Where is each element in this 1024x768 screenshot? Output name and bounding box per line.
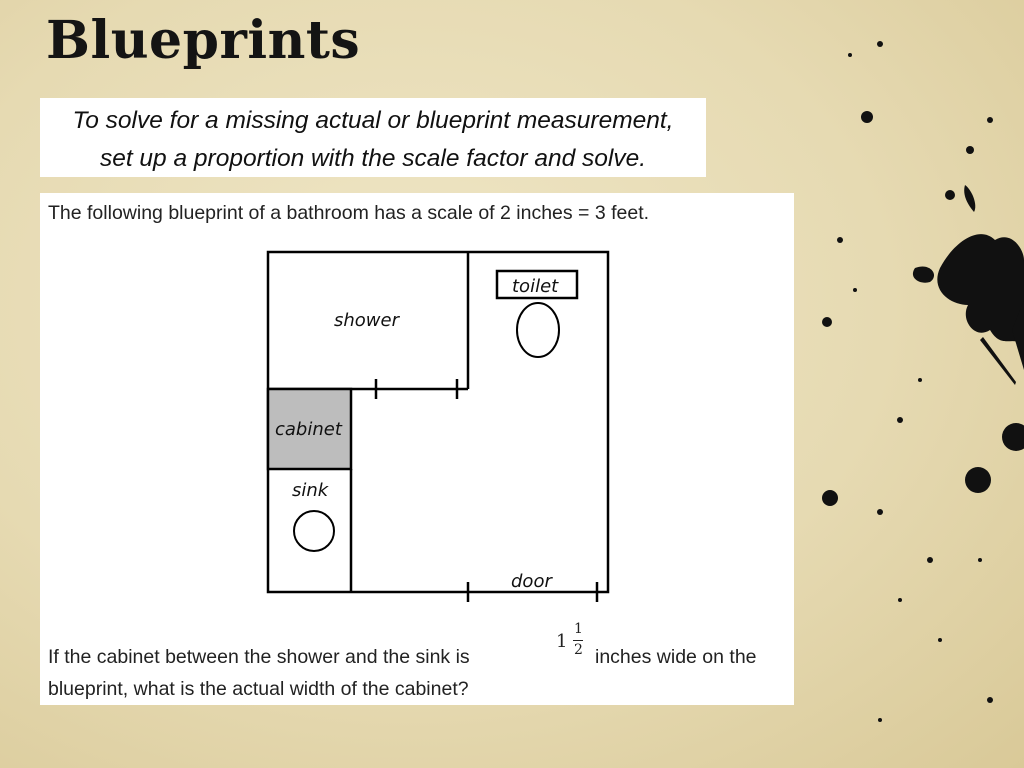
fraction-bar (573, 640, 583, 641)
sink-basin (294, 511, 334, 551)
label-sink: sink (292, 480, 329, 501)
rule-line-1: To solve for a missing actual or blueprint measurement, (72, 107, 674, 134)
label-shower: shower (334, 310, 399, 331)
slide-title: Blueprints (46, 10, 361, 71)
label-toilet: toilet (512, 276, 559, 297)
rule-line-2: set up a proportion with the scale factor and solve. (99, 145, 647, 172)
question-line-1-end (595, 646, 757, 669)
rule-callout (40, 98, 706, 177)
problem-panel (40, 193, 794, 705)
question-line-2: blueprint, what is the actual width of the cabinet? (48, 678, 469, 700)
bathroom-blueprint (40, 193, 794, 623)
fraction-denominator: 2 (574, 642, 583, 658)
label-cabinet: cabinet (275, 419, 342, 440)
question-part-1: If the cabinet between the shower and the sink is (48, 646, 470, 668)
question-part-2: inches wide on the (595, 646, 757, 668)
problem-intro: The following blueprint of a bathroom has a scale of 2 inches = 3 feet. (48, 202, 650, 224)
toilet-bowl (517, 303, 559, 357)
label-door: door (511, 571, 552, 592)
mixed-fraction (556, 621, 588, 665)
fraction-whole: 1 (556, 631, 568, 652)
ink-splatter-decoration (780, 0, 1024, 768)
fraction-numerator: 1 (574, 621, 583, 637)
question-line-1 (48, 646, 470, 669)
